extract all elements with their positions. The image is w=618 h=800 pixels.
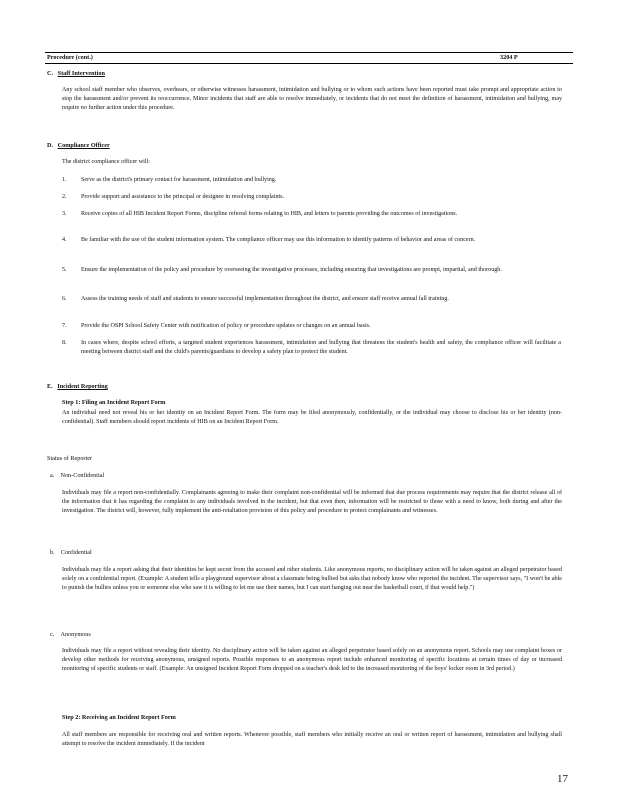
step-2-title: Step 2: Receiving an Incident Report Form [62,714,176,721]
item-text: Provide support and assistance to the principal or designee in resolving complaints. [81,194,285,200]
section-d-letter: D. [47,142,54,149]
step-2-text: All staff members are responsible for receiving oral and written reports. Whenever possible, staff members who initially receive an oral or written report of harassment, intimidation and bullying shall attempt to resolve the incident immediately. If the incident [62,732,562,747]
status-b-letter: b. [50,549,55,556]
section-e-title: Incident Reporting [57,383,108,390]
item-number: 2. [62,194,67,200]
step-1-title: Step 1: Filing an Incident Report Form [62,399,166,406]
status-a-letter: a. [50,472,55,479]
item-text: Provide the OSPI School Safety Center with notification of policy or procedure updates or changes on an annual basis. [81,323,371,329]
status-c-letter: c. [50,631,55,638]
section-d-intro: The district compliance officer will: [62,159,150,165]
section-c-letter: C. [47,70,54,77]
item-text: Receive copies of all HIB Incident Report Forms, discipline referral forms relating to HIB, and letters to parents providing the outcomes of investigations. [81,211,458,217]
section-d-title: Compliance Officer [57,142,110,149]
header-right: 3204 P [500,54,518,61]
item-text: Be familiar with the use of the student information system. The compliance officer may use this information to identify patterns of behavior and areas of concern. [81,237,476,243]
status-b-text: Individuals may file a report asking that their identities be kept secret from the accused and other students. Like anonymous reports, no disciplinary action will be taken against an alleged perpetrator based solely on a confidential report. (Example: A student tells a playground supervisor about a classmate being bullied but asks that nobody know who reported the incident. The supervisor says, "I won't be able to punish the bullies unless you or someone else who saw it is willing to let me use their names, but I can start hanging out near the basketball court, if that would help.") [62,567,562,591]
section-c-title: Staff Intervention [57,70,105,77]
section-c-text: Any school staff member who observes, overhears, or otherwise witnesses harassment, intimidation and bullying or to whom such actions have been reported must take prompt and appropriate action to stop the harassment and/or prevent its reoccurrence. Minor incidents that staff are able to resolve immediately, or incidents that do not meet the definition of harassment, intimidation and bullying, may require no further action under this procedure. [62,87,562,111]
item-text: In cases where, despite school efforts, a targeted student experiences harassment, intimidation and bullying that threatens the student's health and safety, the compliance officer will facilitate a meeting between district staff and the child's parents/guardians to develop a safety plan to protect the student. [81,340,561,355]
section-e-letter: E. [47,383,53,390]
status-c-title: Anonymous [60,631,91,638]
item-number: 7. [62,323,67,329]
status-c-text: Individuals may file a report without revealing their identity. No disciplinary action will be taken against an alleged perpetrator based solely on an anonymous report. Schools may use complaint boxes or develop other methods for receiving anonymous, unsigned reports. Possible responses to an anonymous report include enhanced monitoring of specific locations at certain times of day or increased monitoring of specific students or staff. (Example: An unsigned Incident Report Form dropped on a teacher's desk led to the increased monitoring of the boys' locker room in 3rd period.) [62,648,562,672]
status-b-title: Confidential [60,549,92,556]
status-c-heading [50,631,91,639]
page-number: 17 [557,773,568,785]
item-text: Serve as the district's primary contact for harassment, intimidation and bullying. [81,177,277,183]
section-e-heading [47,383,108,391]
section-c-heading [47,70,105,78]
status-b-heading [50,549,92,557]
item-number: 8. [62,340,67,346]
section-d-heading [47,142,110,150]
item-number: 5. [62,267,67,273]
item-number: 4. [62,237,67,243]
procedure-header [45,52,573,64]
header-left: Procedure (cont.) [47,54,93,61]
item-text: Ensure the implementation of the policy and procedure by overseeing the investigative processes, including ensuring that investigations are prompt, impartial, and thorough. [81,267,502,273]
item-text: Assess the training needs of staff and students to ensure successful implementation throughout the district, and ensure staff receive annual fall training. [81,296,449,302]
item-number: 6. [62,296,67,302]
item-number: 1. [62,177,67,183]
status-a-title: Non-Confidential [60,472,105,479]
status-a-heading [50,472,104,480]
item-number: 3. [62,211,67,217]
status-a-text: Individuals may file a report non-confidentially. Complainants agreeing to make their complaint non-confidential will be informed that due process requirements may require that the district release all of the information that it has regarding the complaint to any individuals involved in the incident, but that even then, information will be restricted to those with a need to know, both during and after the investigation. The district will, however, fully implement the anti-retaliation provision of this policy and procedure to protect complainants and witnesses. [62,490,562,514]
step-1-text: An individual need not reveal his or her identity on an Incident Report Form. The form may be filed anonymously, confidentially, or the individual may choose to disclose his or her identity (non-confidential). Staff members should report incidents of HIB on an Incident Report Form. [62,410,562,425]
status-of-reporter-label: Status of Reporter [47,455,93,462]
